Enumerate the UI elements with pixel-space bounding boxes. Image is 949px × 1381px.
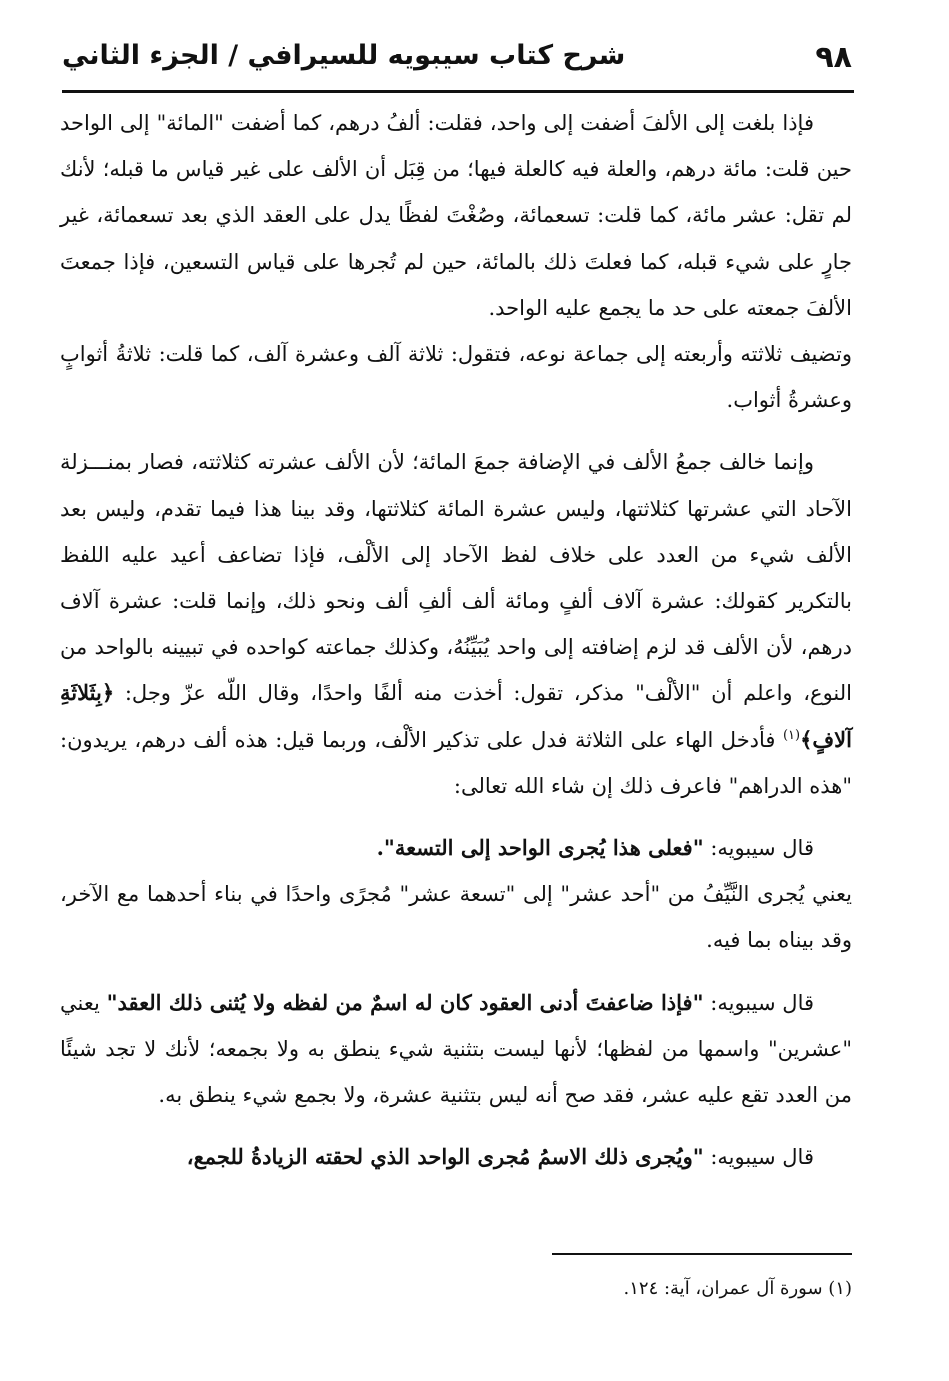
- running-title: شرح كتاب سيبويه للسيرافي / الجزء الثاني: [62, 40, 626, 71]
- footnote-rule: [552, 1253, 852, 1255]
- paragraph-gap: [60, 964, 852, 980]
- paragraph-gap: [60, 809, 852, 825]
- sibawayh-quote: "ويُجرى ذلك الاسمُ مُجرى الواحد الذي لحقته الزيادةُ للجمع،: [186, 1144, 704, 1170]
- sibawayh-quote: "فإذا ضاعفتَ أدنى العقود كان له اسمٌ من لفظه ولا يُثنى ذلك العقد": [106, 989, 704, 1015]
- footnote: (١) سورة آل عمران، آية: ١٢٤.: [623, 1278, 852, 1299]
- paragraph-2: وتضيف ثلاثته وأربعته إلى جماعة نوعه، فتقول: ثلاثة آلف وعشرة آلف، كما قلت: ثلاثةُ أثوابٍ وعشرةُ أثواب.: [60, 342, 852, 413]
- sibawayh-quote: "فعلى هذا يُجرى الواحد إلى التسعة".: [376, 835, 704, 861]
- quran-quote: ﴿بِثَلاثَةِ آلافٍ﴾: [60, 680, 852, 752]
- paragraph-3: [60, 439, 852, 809]
- paragraph-3-text-before: وإنما خالف جمعُ الألف في الإضافة جمعَ المائة؛ لأن الألف عشرته كثلاثته، فصار بمنـــزلة الآحاد التي عشرتها كثلاثتها، وليس عشرة المائة كثلاثتها، وقد بينا هذا فيما تقدم، وليس بعد الألف شيء من العدد على خلاف لفظ الآحاد إلى الألْف، فإذا تضاعف أعيد عليه اللفظ بالتكرير كقولك: عشرة آلاف ألفٍ ومائة ألف ألفِ ألف ونحو ذلك، وإنما قلت: عشرة آلاف درهم، لأن الألف قد لزم إضافته إلى واحد يُبَيِّنُهُ، وكذلك جماعته كواحده في تبيينه بالواحد من النوع، واعلم أن "الألْف" مذكر، تقول: أخذت منه ألفًا واحدًا، وقال اللّه عزّ وجل:: [60, 450, 852, 706]
- sibawayh-says-label: قال سيبويه:: [703, 990, 815, 1015]
- body-text: [60, 100, 852, 1180]
- paragraph-gap: [60, 1118, 852, 1134]
- paragraph-4: [60, 825, 852, 871]
- paragraph-5: يعني يُجرى النَّيِّفُ من "أحد عشر" إلى "تسعة عشر" مُجرًى واحدًا في بناء أحدهما مع الآخر، وقد بيناه بما فيه.: [60, 882, 852, 953]
- paragraph-1: فإذا بلغت إلى الألفَ أضفت إلى واحد، فقلت: ألفُ درهم، كما أضفت "المائة" إلى الواحد حين قلت: مائة درهم، والعلة فيه كالعلة فيها؛ من قِبَل أن الألف على غير قياس ما قبله؛ لأنك لم تقل: عشر مائة، كما قلت: تسعمائة، وصُغْتَ لفظًا يدل على العقد الذي بعد تسعمائة، غير جارٍ على شيء قبله، كما فعلتَ ذلك بالمائة، حين لم تُجرها على قياس التسعين، فإذا جمعتَ الألفَ جمعته على حد ما يجمع عليه الواحد.: [60, 111, 853, 320]
- paragraph-3-text-after: فأدخل الهاء على الثلاثة فدل على تذكير الألْف، وربما قيل: هذه ألف درهم، يريدون: "هذه الدراهم" فاعرف ذلك إن شاء الله تعالى:: [60, 727, 852, 798]
- sibawayh-says-label: قال سيبويه:: [703, 836, 814, 861]
- page-header: [62, 36, 852, 86]
- paragraph-gap: [60, 423, 852, 439]
- sibawayh-says-label: قال سيبويه:: [703, 1145, 814, 1170]
- page-number: ٩٨: [815, 40, 852, 75]
- footnote-reference: (١): [782, 727, 801, 743]
- paragraph-6-commentary: يعني "عشرين" واسمها من لفظها؛ لأنها ليست بتثنية شيء ينطق به ولا بجمعه؛ لأنك لا تجد شيئًا من العدد تقع عليه عشر، فقد صح أنه ليس بتثنية عشرة، ولا بجمع شيء ينطق به.: [60, 990, 852, 1108]
- header-rule: [62, 90, 854, 93]
- paragraph-6: [60, 980, 852, 1119]
- paragraph-7: [60, 1134, 852, 1180]
